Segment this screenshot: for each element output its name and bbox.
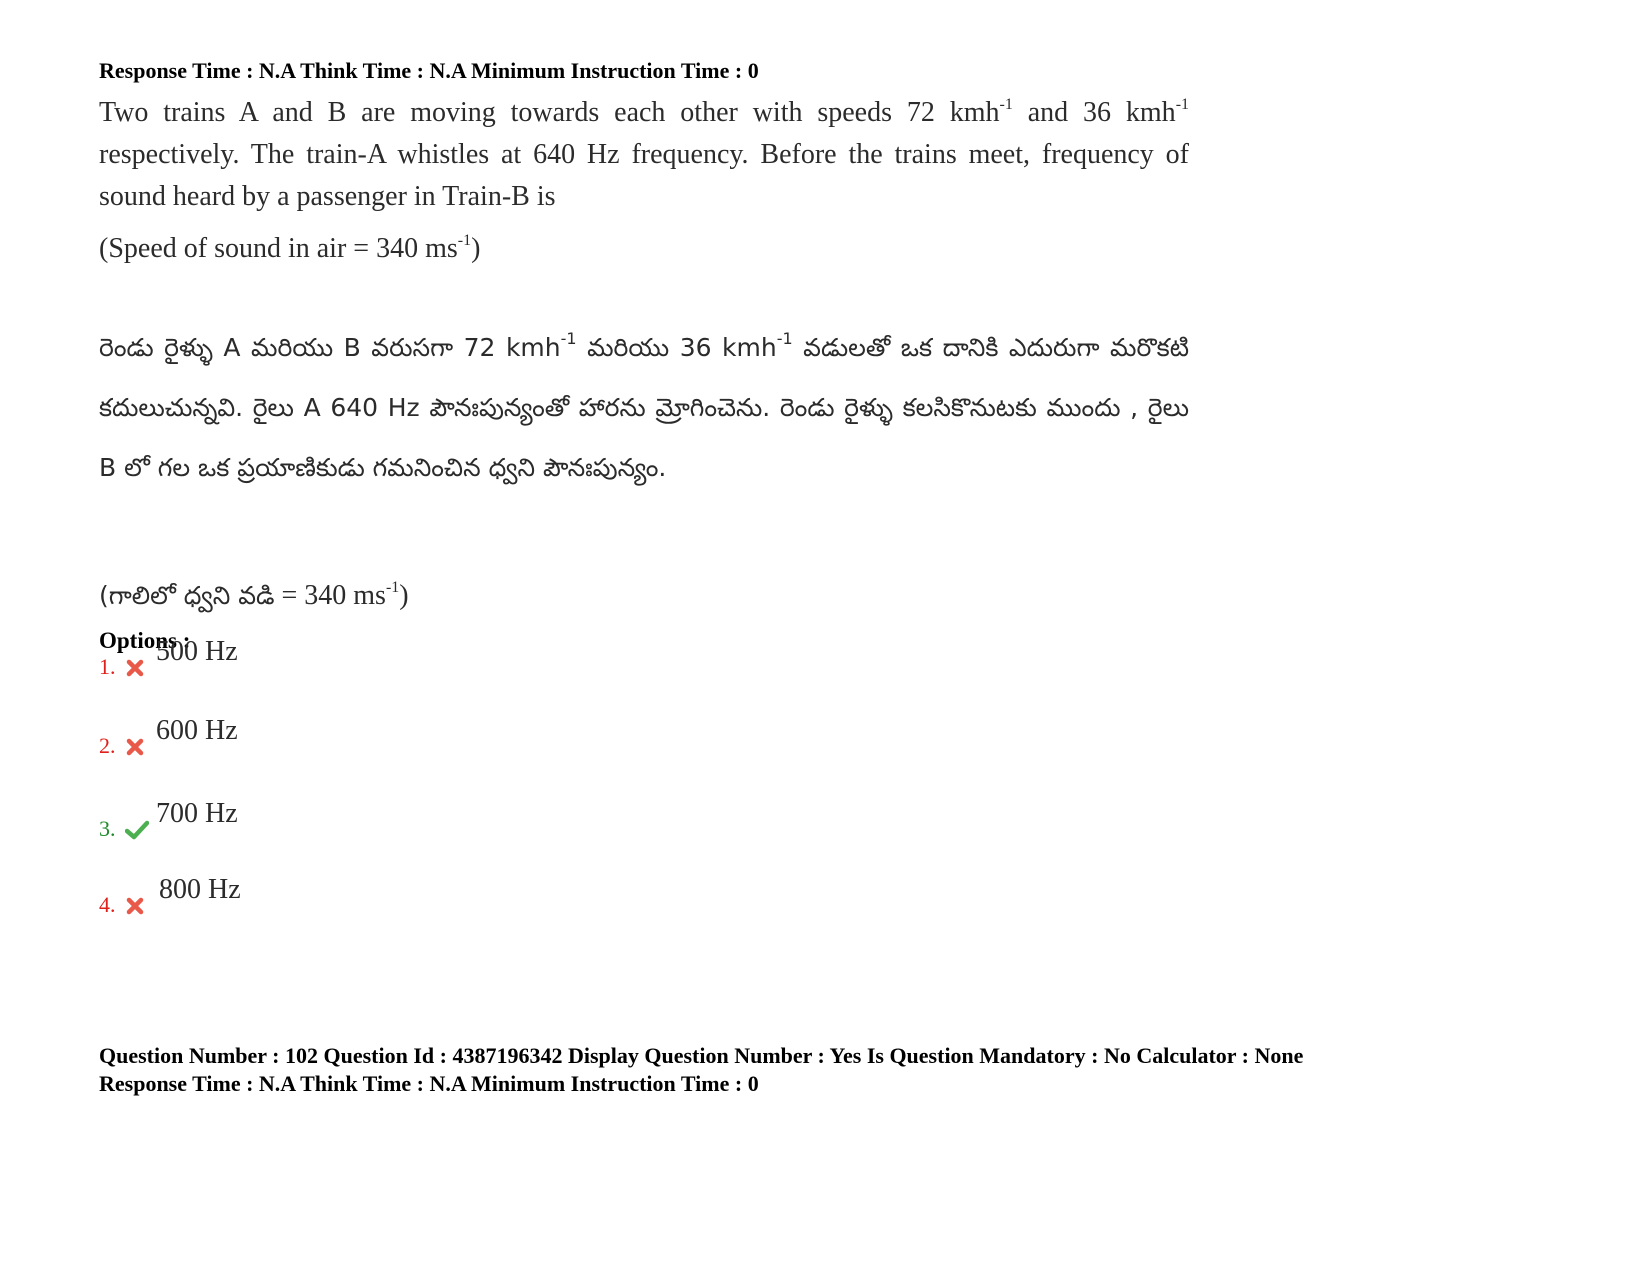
response-time-footer: Response Time : N.A Think Time : N.A Minimum Instruction Time : 0 xyxy=(99,1071,759,1096)
option-3[interactable] xyxy=(99,798,399,842)
question-en-part3: respectively. The train-A whistles at 640 Hz frequency. Before the trains meet, frequency of sound heard by a passenger in Train-B is xyxy=(99,139,1189,212)
question-te-part3: వడులతో ఒక దానికి ఎదురుగా మరొకటి కదులుచున్నవి. రైలు A 640 Hz పౌనఃపున్యంతో హారను మ్రోగించెను. రెండు రైళ్ళు కలసికొనుటకు ముందు , రైలు B లో గల ఒక ప్రయాణికుడు గమనించిన ధ్వని పౌనఃపున్యం. xyxy=(99,333,1189,482)
speed-of-sound-note-english xyxy=(99,233,480,265)
question-en-part1: Two trains A and B are moving towards each other with speeds 72 kmh xyxy=(99,97,1000,128)
option-4[interactable] xyxy=(99,874,399,918)
option-text: 600 Hz xyxy=(156,715,238,746)
option-number: 1. xyxy=(99,654,116,679)
question-en-part2: and 36 kmh xyxy=(1012,97,1176,128)
option-text: 700 Hz xyxy=(156,798,238,829)
question-te-part2: మరియు 36 kmh xyxy=(576,333,777,362)
superscript: -1 xyxy=(999,96,1013,113)
option-number: 2. xyxy=(99,733,116,758)
note-close: ) xyxy=(399,580,409,611)
wrong-mark-icon xyxy=(125,658,145,678)
superscript: -1 xyxy=(385,579,400,596)
note-close: ) xyxy=(471,233,481,264)
option-1[interactable] xyxy=(99,636,399,680)
response-time-header: Response Time : N.A Think Time : N.A Minimum Instruction Time : 0 xyxy=(99,58,759,83)
question-info-line: Question Number : 102 Question Id : 4387196342 Display Question Number : Yes Is Question Mandatory : No Calculator : None xyxy=(99,1043,1304,1068)
speed-of-sound-note-telugu xyxy=(99,580,409,617)
wrong-mark-icon xyxy=(125,896,145,916)
check-mark-icon xyxy=(125,820,149,840)
wrong-mark-icon xyxy=(125,737,145,757)
note-text: (Speed of sound in air = 340 ms xyxy=(99,233,458,264)
option-number: 3. xyxy=(99,816,116,841)
superscript: -1 xyxy=(560,329,577,348)
superscript: -1 xyxy=(457,232,472,249)
option-2[interactable] xyxy=(99,715,399,759)
note-text-telugu: (గాలిలో ధ్వని వడి xyxy=(99,581,275,610)
option-number: 4. xyxy=(99,892,116,917)
option-text: 500 Hz xyxy=(156,636,238,667)
options-label: Options : xyxy=(99,628,191,653)
question-text-english xyxy=(99,92,1189,218)
question-te-part1: రెండు రైళ్ళు A మరియు B వరుసగా 72 kmh xyxy=(99,333,561,362)
option-text: 800 Hz xyxy=(159,874,241,905)
note-value: = 340 ms xyxy=(274,580,386,611)
question-text-telugu xyxy=(99,318,1189,498)
superscript: -1 xyxy=(1175,96,1190,113)
superscript: -1 xyxy=(776,329,793,348)
